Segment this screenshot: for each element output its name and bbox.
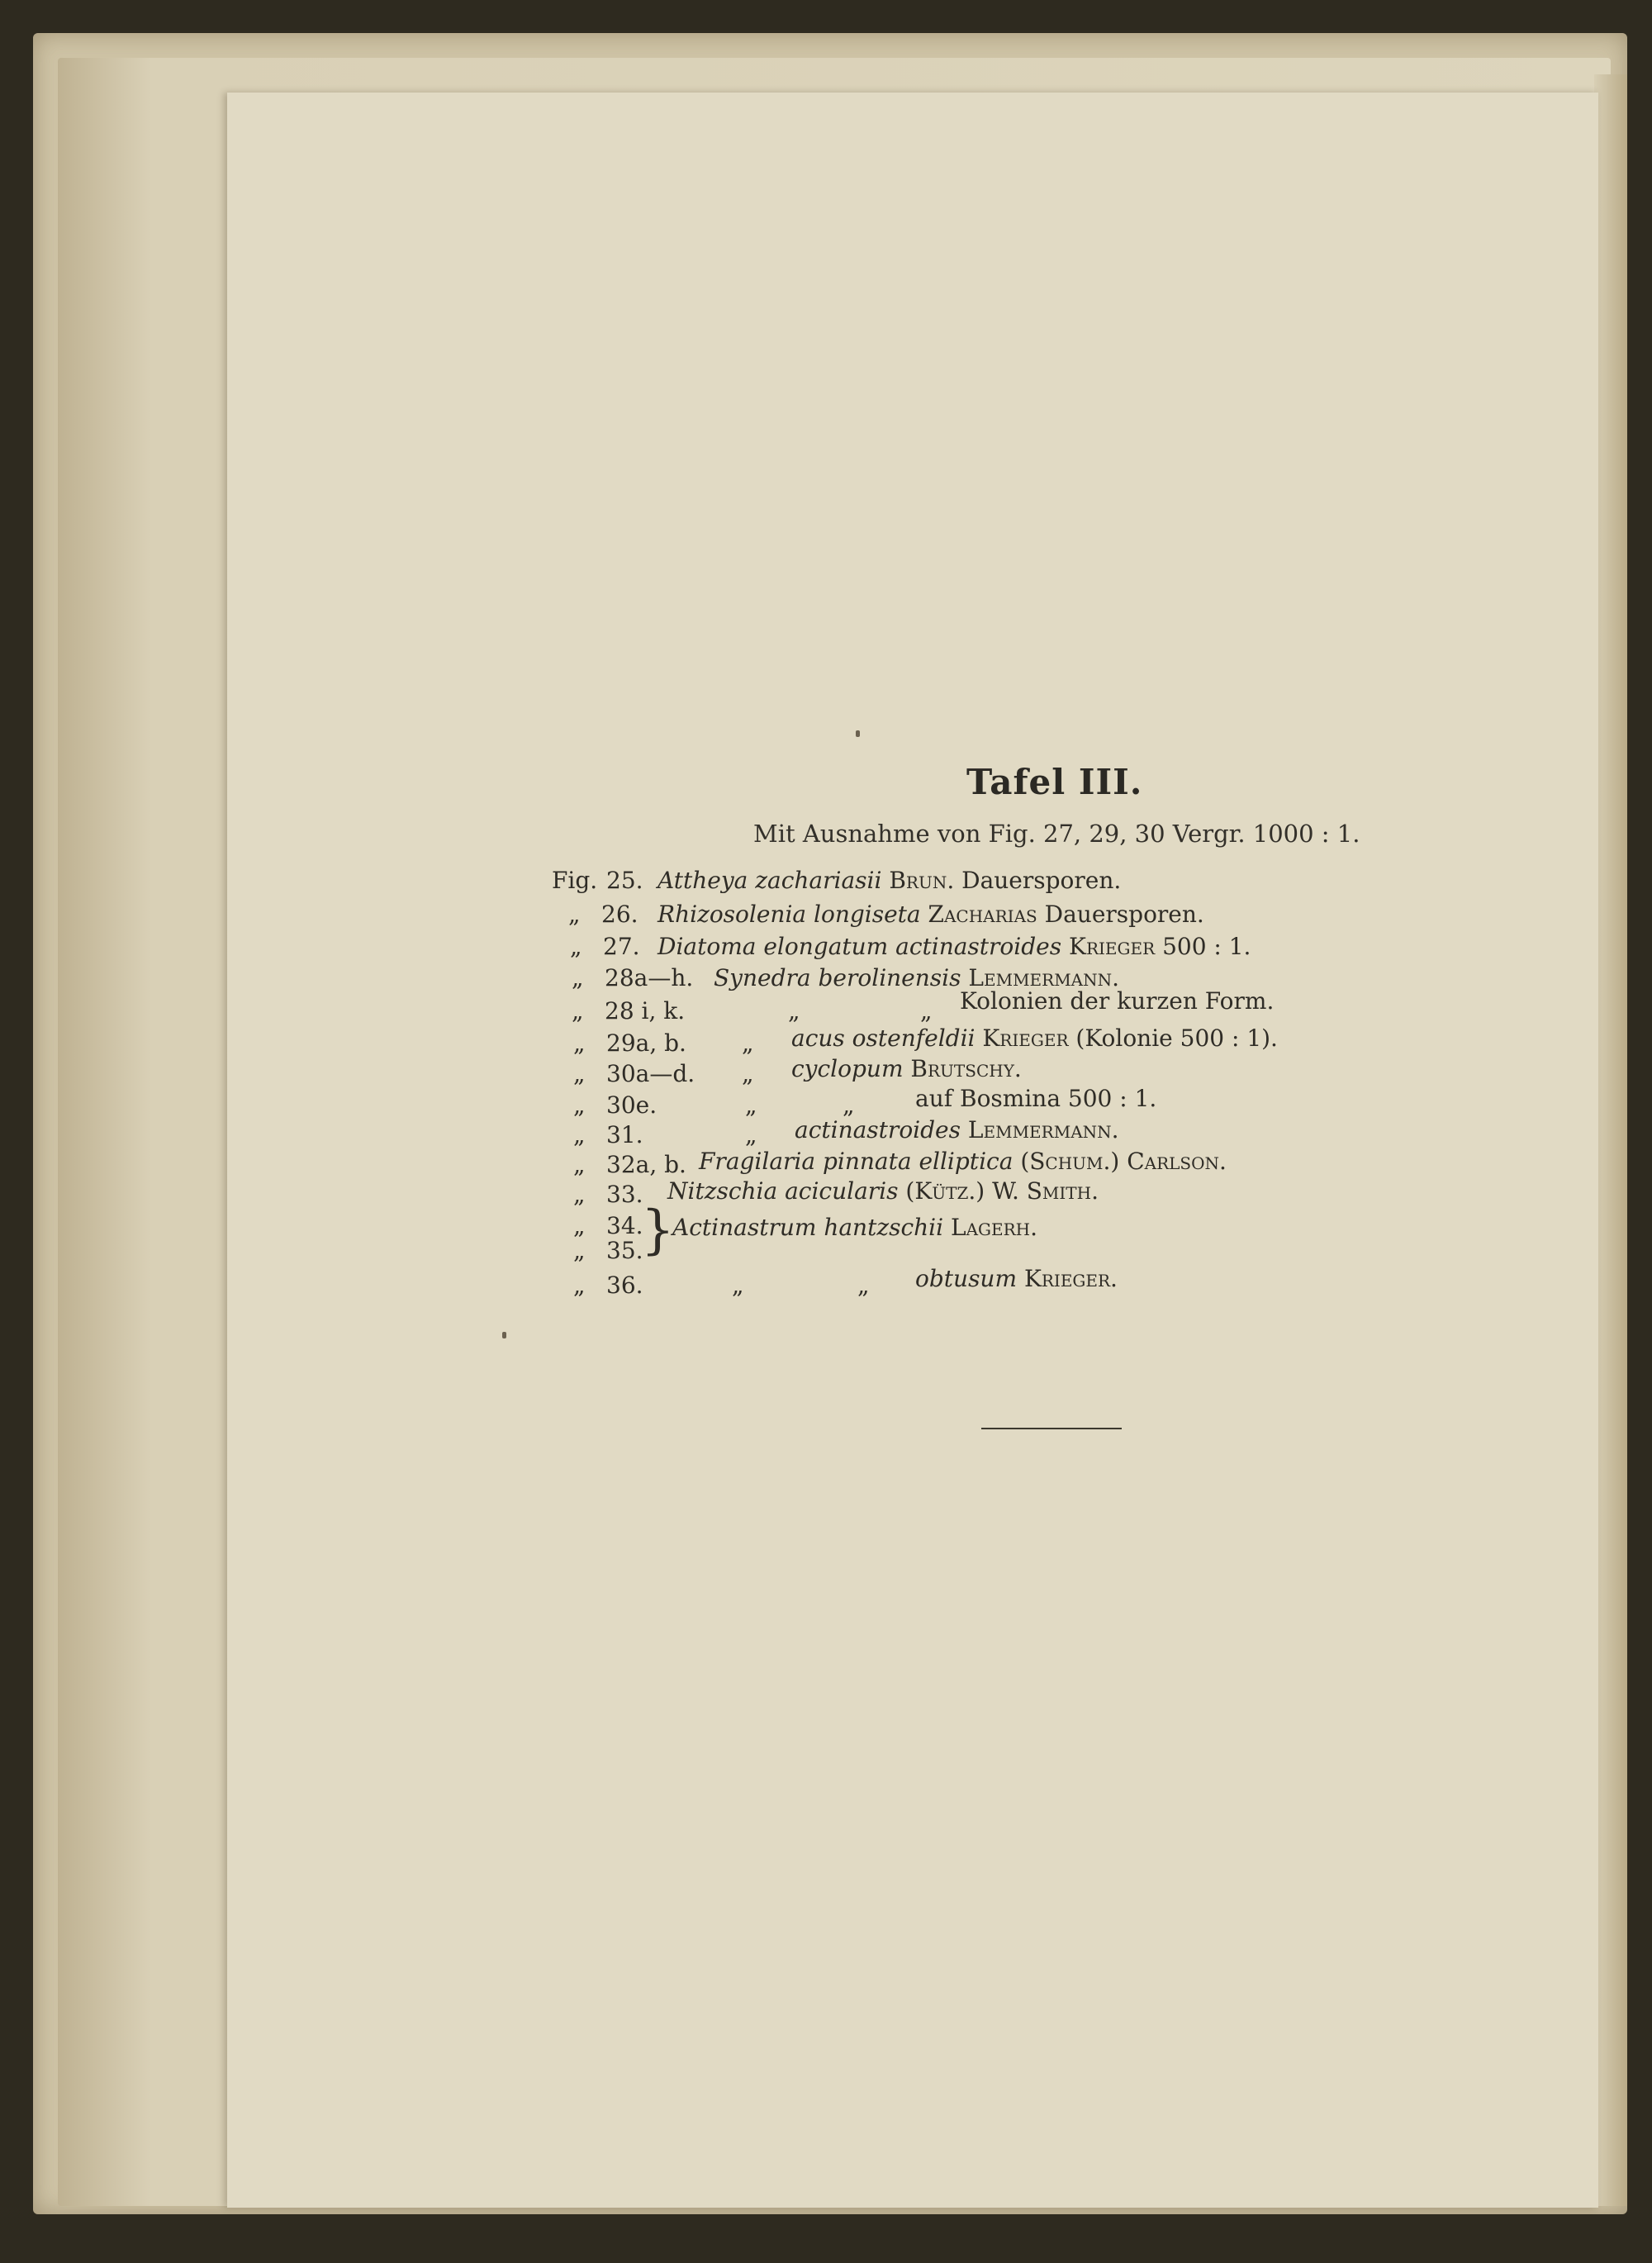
entry-description [657,932,1251,962]
paper-speck [502,1332,506,1338]
entry-prefix: „ [572,964,584,991]
entry-prefix: „ [573,1121,586,1148]
entry-description [791,1024,1278,1053]
entry-note: auf Bosmina 500 : 1. [915,1085,1157,1112]
author-name: Lemmermann. [967,1116,1119,1143]
author-name: Lagerh. [951,1214,1038,1241]
entry-prefix: „ [573,1272,586,1299]
entry-prefix: „ [573,1181,586,1208]
entry-description [791,1054,1022,1084]
author-name: Zacharias [928,901,1037,928]
species-name: Actinastrum hantzschii [672,1214,944,1241]
entry-prefix: „ [572,997,584,1025]
entry-description [667,1177,1099,1206]
entry-note: Dauersporen. [961,867,1122,894]
author-name: Brutschy. [910,1055,1022,1082]
author-name: Lemmermann. [968,964,1120,991]
entry-note: Kolonien der kurzen Form. [960,987,1275,1015]
ditto-mark: „ [843,1091,855,1119]
entry-number: 29a, b. [606,1029,686,1057]
entry-number: 28a—h. [605,964,694,991]
entry-number: 26. [601,901,638,928]
ditto-mark: „ [742,1060,754,1087]
entry-description [657,866,1121,896]
species-name: obtusum [915,1265,1018,1292]
entry-number: 33. [606,1181,643,1208]
entry-number: 31. [606,1121,643,1148]
brace-34-35: } [641,1200,675,1261]
author-name: Krieger. [1023,1265,1118,1292]
paper-speck [856,730,860,737]
entry-note: (Kütz.) W. Smith. [905,1177,1099,1205]
entry-prefix: „ [573,1212,586,1239]
ditto-mark: „ [745,1091,757,1119]
species-name: Nitzschia acicularis [667,1177,899,1205]
ditto-mark: „ [742,1029,754,1057]
species-name: cyclopum [791,1055,904,1082]
entry-prefix: „ [573,1029,586,1057]
entry-number: 35. [606,1237,643,1264]
entry-number: 30e. [606,1091,657,1119]
entry-prefix: „ [573,1091,586,1119]
entry-number: 25. [606,867,643,894]
entry-note: Dauersporen. [1044,901,1204,928]
author-name: Krieger [1069,933,1156,960]
species-name: Fragilaria pinnata elliptica [699,1148,1014,1175]
species-name: acus ostenfeldii [791,1025,976,1052]
entry-prefix: „ [573,1237,586,1264]
ditto-mark: „ [732,1272,744,1299]
species-name: Synedra berolinensis [714,964,961,991]
entry-description [795,1115,1119,1145]
entry-description [657,900,1204,929]
ditto-mark: „ [920,997,933,1025]
species-name: actinastroides [795,1116,961,1143]
entry-prefix: „ [573,1151,586,1178]
author-name: Krieger [982,1025,1069,1052]
entry-number: 28 i, k. [605,997,686,1025]
entry-prefix: „ [570,933,582,960]
plate-subtitle: Mit Ausnahme von Fig. 27, 29, 30 Vergr. 1000 : 1. [753,820,1360,848]
ditto-mark: „ [857,1272,870,1299]
species-name: Rhizosolenia longiseta [657,901,921,928]
entry-number: 30a—d. [606,1060,695,1087]
entry-description [699,1147,1227,1177]
ditto-mark: „ [745,1121,757,1148]
entry-number: 36. [606,1272,643,1299]
entry-note: (Schum.) Carlson. [1020,1148,1227,1175]
entry-number: 34. [606,1212,643,1239]
entry-prefix: „ [568,901,581,928]
entry-number: 27. [603,933,640,960]
species-name: Attheya zachariasii [657,867,882,894]
figure-group-34-35 [672,1213,1037,1243]
entry-note: 500 : 1. [1162,933,1251,960]
entry-number: 32a, b. [606,1151,686,1178]
plate-title: Tafel III. [966,762,1143,802]
end-rule [981,1428,1122,1429]
species-name: Diatoma elongatum actinastroides [657,933,1062,960]
entry-prefix: Fig. [552,867,598,894]
entry-note: (Kolonie 500 : 1). [1075,1025,1278,1052]
ditto-mark: „ [788,997,800,1025]
entry-prefix: „ [573,1060,586,1087]
author-name: Brun. [889,867,955,894]
entry-description [915,1264,1118,1294]
